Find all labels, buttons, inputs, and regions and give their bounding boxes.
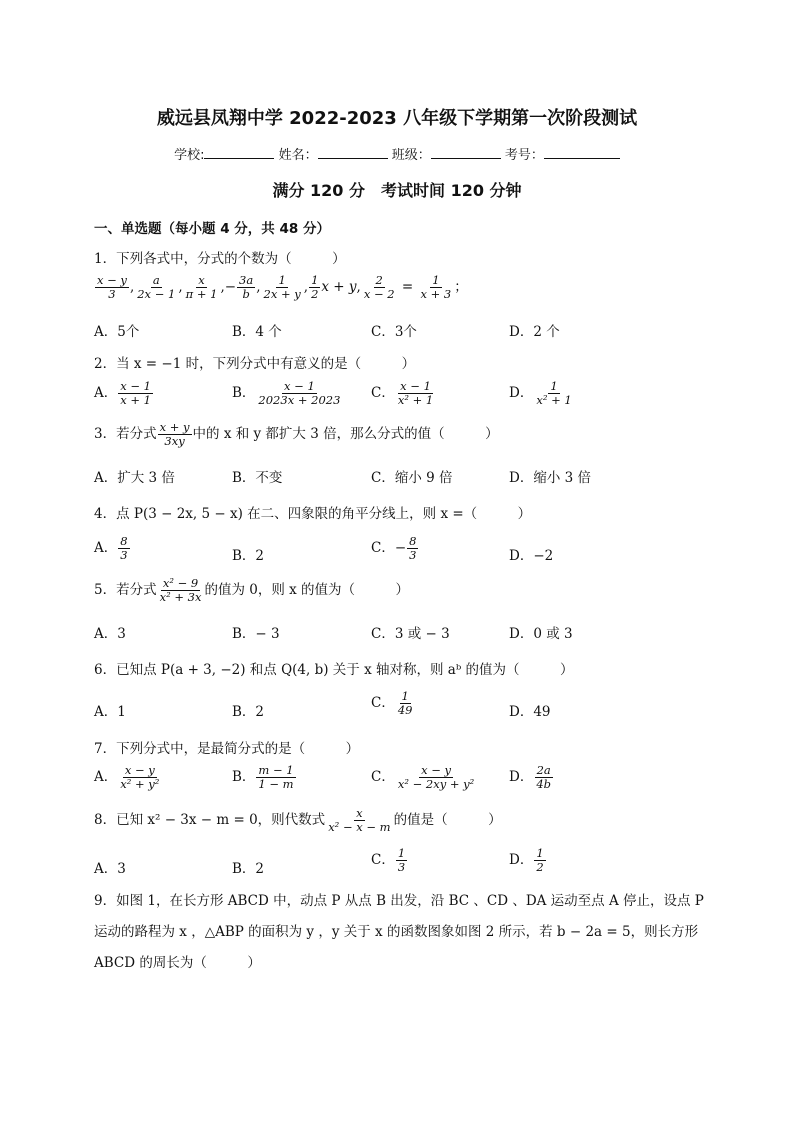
q1-frac-7: $\frac{2}{x - 2}$ bbox=[363, 273, 395, 302]
q4-option-a[interactable]: A． $\frac{8}{3}$ bbox=[94, 534, 128, 563]
q6-option-c[interactable]: C． $\frac{1}{49}$ bbox=[371, 689, 413, 718]
exam-subtitle: 满分 120 分 考试时间 120 分钟 bbox=[272, 181, 522, 200]
q4-option-c[interactable]: C．− $\frac{8}{3}$ bbox=[371, 534, 417, 563]
q4-option-d[interactable]: D．−2 bbox=[509, 548, 554, 564]
q5-option-a[interactable]: A．3 bbox=[94, 626, 126, 642]
q5-stem: 5．若分式 $\frac{\text{x² − 9}}{\text{x² + 3x}}$ 的值为 0，则 x 的值为（ ） bbox=[94, 576, 410, 605]
q1-option-a[interactable]: A．5个 bbox=[94, 324, 140, 340]
q1-frac-2: $\frac{a}{2x - 1}$ bbox=[137, 273, 176, 302]
q5-option-c[interactable]: C．3 或 − 3 bbox=[371, 626, 450, 642]
q7-option-a[interactable]: A． $\frac{x - y}{\text{x² + y²}}$ bbox=[94, 763, 160, 792]
q8-option-a[interactable]: A．3 bbox=[94, 861, 126, 877]
student-info-line bbox=[0, 144, 794, 163]
exam-number-blank[interactable] bbox=[544, 146, 620, 159]
q4-option-b[interactable]: B．2 bbox=[232, 548, 265, 564]
q7-option-d[interactable]: D． $\frac{2a}{4b}$ bbox=[509, 763, 552, 792]
q1-expression: $\frac{x - y}{3}$ , $\frac{a}{2x - 1}$ , $\frac{x}{\pi + 1}$ ,− $\frac{3a}{b}$ , $\frac{1}{2x + y}$ , $\frac{1}{2}$ x + y, $\frac{2}{x - 2}$ = $\frac{1}{x + 3}$ ； bbox=[97, 273, 468, 302]
school-blank[interactable] bbox=[204, 146, 274, 159]
q3-stem: 3．若分式 $\frac{x + y}{3xy}$ 中的 x 和 y 都扩大 3 倍，那么分式的值（ ） bbox=[94, 420, 499, 449]
q8-option-d[interactable]: D． $\frac{1}{2}$ bbox=[509, 846, 544, 875]
section-heading: 一、单选题（每小题 4 分，共 48 分） bbox=[94, 221, 330, 237]
q9-text: 9．如图 1，在长方形 ABCD 中，动点 P 从点 B 出发，沿 BC 、CD 、DA 运动至点 A 停止，设点 P 运动的路程为 x ，△ABP 的面积为 y ，y 关于 x 的函数图象如图 2 所示，若 b − 2a = 5，则长方形 ABCD 的周长为（ ） bbox=[94, 893, 704, 971]
q2-stem: 2．当 x = −1 时，下列分式中有意义的是（ ） bbox=[94, 356, 416, 372]
q8-stem: 8．已知 x² − 3x − m = 0，则代数式 $\frac{x}{\text{x² − x − m}}$ 的值是（ ） bbox=[94, 806, 502, 835]
q5-option-d[interactable]: D．0 或 3 bbox=[509, 626, 573, 642]
q8-option-c[interactable]: C． $\frac{1}{3}$ bbox=[371, 846, 406, 875]
q6-option-a[interactable]: A．1 bbox=[94, 704, 126, 720]
q3-option-b[interactable]: B．不变 bbox=[232, 470, 283, 486]
q7-stem: 7．下列分式中，是最简分式的是（ ） bbox=[94, 741, 360, 757]
exam-title: 威远县凤翔中学 2022-2023 八年级下学期第一次阶段测试 bbox=[156, 108, 638, 129]
q2-option-b[interactable]: B． $\frac{x - 1}{2023x + 2023}$ bbox=[232, 379, 341, 408]
q1-option-d[interactable]: D．2 个 bbox=[509, 324, 560, 340]
school-label: 学校: bbox=[174, 148, 205, 163]
q1-option-c[interactable]: C．3个 bbox=[371, 324, 417, 340]
q2-option-a[interactable]: A． $\frac{x - 1}{x + 1}$ bbox=[94, 379, 151, 408]
q7-option-c[interactable]: C． $\frac{x - y}{\text{x² − 2xy + y²}}$ bbox=[371, 763, 475, 792]
class-label: 班级： bbox=[391, 148, 431, 163]
class-blank[interactable] bbox=[431, 146, 501, 159]
q3-option-d[interactable]: D．缩小 3 倍 bbox=[509, 470, 591, 486]
q1-option-b[interactable]: B．4 个 bbox=[232, 324, 282, 340]
q1-stem: 1．下列各式中，分式的个数为（ ） bbox=[94, 251, 346, 267]
q3-option-a[interactable]: A．扩大 3 倍 bbox=[94, 470, 175, 486]
q6-option-d[interactable]: D．49 bbox=[509, 704, 551, 720]
q1-frac-3: $\frac{x}{\pi + 1}$ bbox=[185, 273, 218, 302]
q8-option-b[interactable]: B．2 bbox=[232, 861, 265, 877]
q1-frac-4: $\frac{3a}{b}$ bbox=[239, 273, 254, 302]
name-label: 姓名： bbox=[278, 148, 318, 163]
q1-frac-8: $\frac{1}{x + 3}$ bbox=[420, 273, 452, 302]
q4-stem: 4．点 P(3 − 2x, 5 − x) 在二、四象限的角平分线上，则 x =（ ） bbox=[94, 506, 532, 522]
q5-option-b[interactable]: B．− 3 bbox=[232, 626, 280, 642]
q2-option-d[interactable]: D． $\frac{1}{\text{x² + 1}}$ bbox=[509, 379, 572, 408]
name-blank[interactable] bbox=[318, 146, 388, 159]
exam-number-label: 考号： bbox=[504, 148, 544, 163]
q1-frac-6: $\frac{1}{2}$ bbox=[311, 273, 319, 302]
q2-option-c[interactable]: C． $\frac{x - 1}{\text{x² + 1}}$ bbox=[371, 379, 434, 408]
q7-option-b[interactable]: B． $\frac{m - 1}{1 - m}$ bbox=[232, 763, 294, 792]
q1-frac-1: $\frac{x - y}{3}$ bbox=[97, 273, 127, 302]
q6-option-b[interactable]: B．2 bbox=[232, 704, 265, 720]
q1-frac-5: $\frac{1}{2x + y}$ bbox=[263, 273, 301, 302]
q3-option-c[interactable]: C．缩小 9 倍 bbox=[371, 470, 453, 486]
q6-stem: 6．已知点 P(a + 3, −2) 和点 Q(4, b) 关于 x 轴对称，则 aᵇ 的值为（ ） bbox=[94, 662, 574, 678]
